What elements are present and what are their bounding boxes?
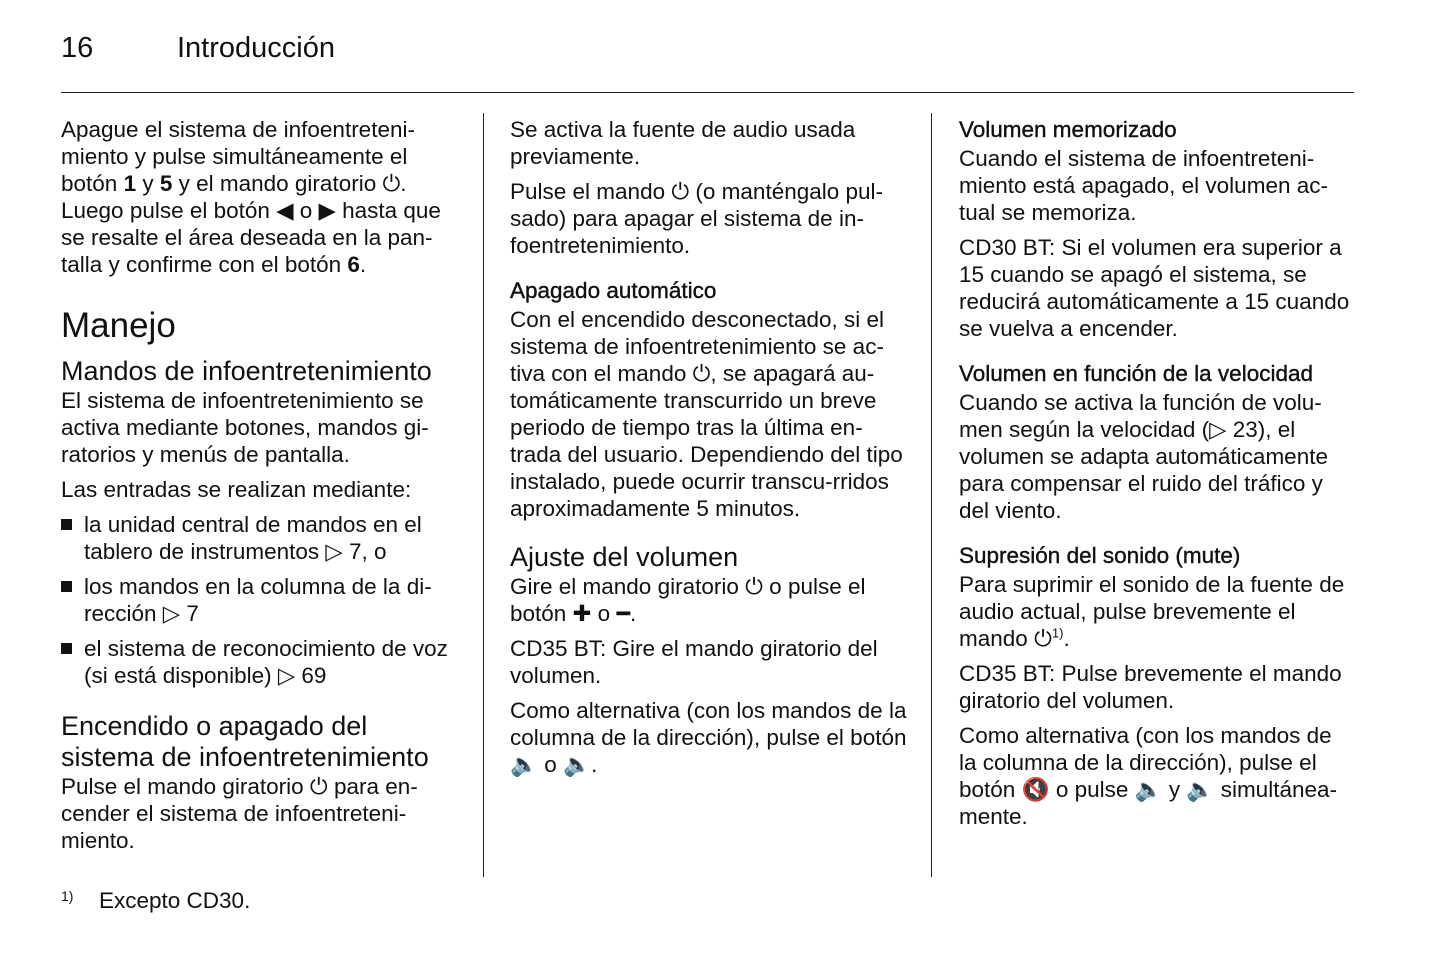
column-divider-2	[931, 113, 932, 877]
footnote-ref: 1)	[1051, 625, 1064, 641]
page-ref-icon: ▷	[325, 539, 343, 564]
power-knob-icon: ⏻	[1034, 626, 1052, 651]
section-heading-manejo: Manejo	[61, 306, 176, 345]
encendido-paragraph: Pulse el mando giratorio ⏻ para en-cender el sistema de infoentreteni-miento.	[61, 774, 418, 853]
volume-down-icon: 🔈	[563, 752, 592, 777]
bullet-square-icon	[61, 519, 72, 530]
page-header	[61, 28, 1354, 93]
apagar-paragraph: Pulse el mando ⏻ (o manténgalo pul-sado) para apagar el sistema de in-foentretenimiento.	[510, 179, 884, 258]
subheading-encendido: Encendido o apagado del sistema de infoentretenimiento	[61, 711, 429, 772]
list-item: la unidad central de mandos en el tablero de instrumentos ▷ 7, o	[61, 511, 461, 565]
column-right	[959, 116, 1355, 838]
subheading-supresion-sonido: Supresión del sonido (mute)	[959, 543, 1241, 568]
button-1-ref: 1	[123, 171, 137, 196]
memorizado-paragraph: Cuando el sistema de infoentreteni-miento está apagado, el volumen ac-tual se memoriza.	[959, 146, 1328, 225]
subheading-ajuste-volumen: Ajuste del volumen	[510, 542, 739, 572]
power-knob-icon: ⏻	[692, 361, 711, 386]
fuente-paragraph: Se activa la fuente de audio usada previamente.	[510, 117, 856, 169]
cd35-paragraph: CD35 BT: Gire el mando giratorio del volumen.	[510, 636, 878, 688]
list-item: el sistema de reconocimiento de voz (si está disponible) ▷ 69	[61, 635, 461, 689]
page-ref: 7	[180, 601, 199, 626]
velocidad-paragraph: Cuando se activa la función de volu-men según la velocidad (▷ 23), el volumen se adapta automáticamente para compensar el ruido del tráfico y del viento.	[959, 390, 1328, 523]
mute-icon: 🔇	[1021, 777, 1050, 802]
alternativa-paragraph: Como alternativa (con los mandos de la columna de la dirección), pulse el botón 🔈 o 🔈.	[510, 698, 907, 777]
footnote-text: Excepto CD30.	[99, 888, 251, 913]
intro-paragraph: Apague el sistema de infoentreteni-miento y pulse simultáneamente el botón 1 y 5 y el mando giratorio ⏻. Luego pulse el botón ◀ o ▶ hasta que se resalte el área deseada en la pan-talla y confirme con el botón 6.	[61, 117, 441, 277]
page-number: 16	[61, 32, 94, 64]
bullet-square-icon	[61, 581, 72, 592]
power-knob-icon: ⏻	[382, 171, 401, 196]
left-arrow-icon: ◀	[276, 198, 294, 223]
volume-up-icon: 🔈	[510, 752, 539, 777]
subheading-mandos: Mandos de infoentretenimiento	[61, 356, 432, 386]
page-ref-icon: ▷	[162, 601, 181, 626]
column-middle	[510, 116, 908, 786]
cd35-mute-paragraph: CD35 BT: Pulse brevemente el mando giratorio del volumen.	[959, 661, 1342, 713]
column-left	[61, 116, 461, 862]
bullet-square-icon	[61, 643, 72, 654]
button-6-ref: 6	[347, 252, 360, 277]
column-divider-1	[483, 113, 484, 877]
ajuste-volumen-paragraph: Gire el mando giratorio ⏻ o pulse el botón ✚ o ━.	[510, 574, 866, 626]
right-arrow-icon: ▶	[318, 198, 336, 223]
page-ref: 69	[295, 663, 327, 688]
subheading-volumen-memorizado: Volumen memorizado	[959, 117, 1177, 142]
apagado-automatico-paragraph: Con el encendido desconectado, si el sistema de infoentretenimiento se ac-tiva con el mando ⏻, se apagará au-tomáticamente transcurrido un breve periodo de tiempo tras la última en-trada del usuario. Dependiendo del tipo instalado, puede ocurrir transcu-rridos aproximadamente 5 minutos.	[510, 307, 903, 521]
power-knob-icon: ⏻	[745, 574, 763, 599]
list-item: los mandos en la columna de la di-rección ▷ 7	[61, 573, 461, 627]
page-ref-icon: ▷	[1209, 417, 1227, 442]
power-knob-icon: ⏻	[671, 179, 690, 204]
mandos-paragraph: El sistema de infoentretenimiento se activa mediante botones, mandos gi-ratorios y menús de pantalla.	[61, 388, 429, 467]
volume-up-icon: 🔈	[1134, 777, 1163, 802]
subheading-apagado-automatico: Apagado automático	[510, 278, 717, 303]
page-ref-icon: ▷	[277, 663, 296, 688]
minus-icon: ━	[616, 601, 630, 626]
plus-icon: ✚	[572, 601, 592, 626]
volume-down-icon: 🔈	[1186, 777, 1215, 802]
button-5-ref: 5	[159, 171, 173, 196]
power-knob-icon: ⏻	[309, 774, 328, 799]
footnote-mark: 1)	[61, 888, 74, 904]
subheading-volumen-velocidad: Volumen en función de la velocidad	[959, 361, 1314, 386]
entradas-paragraph: Las entradas se realizan mediante:	[61, 477, 412, 502]
page-ref: 7, o	[342, 539, 387, 564]
input-methods-list	[61, 511, 461, 689]
alternativa-mute-paragraph: Como alternativa (con los mandos de la columna de la dirección), pulse el botón 🔇 o pulse 🔈 y 🔈 simultánea-mente.	[959, 723, 1337, 829]
mute-paragraph: Para suprimir el sonido de la fuente de audio actual, pulse brevemente el mando ⏻$^{1)}$.	[959, 572, 1345, 651]
cd30-paragraph: CD30 BT: Si el volumen era superior a 15 cuando se apagó el sistema, se reducirá automáticamente a 15 cuando se vuelva a encender.	[959, 235, 1350, 341]
chapter-title: Introducción	[177, 32, 335, 64]
